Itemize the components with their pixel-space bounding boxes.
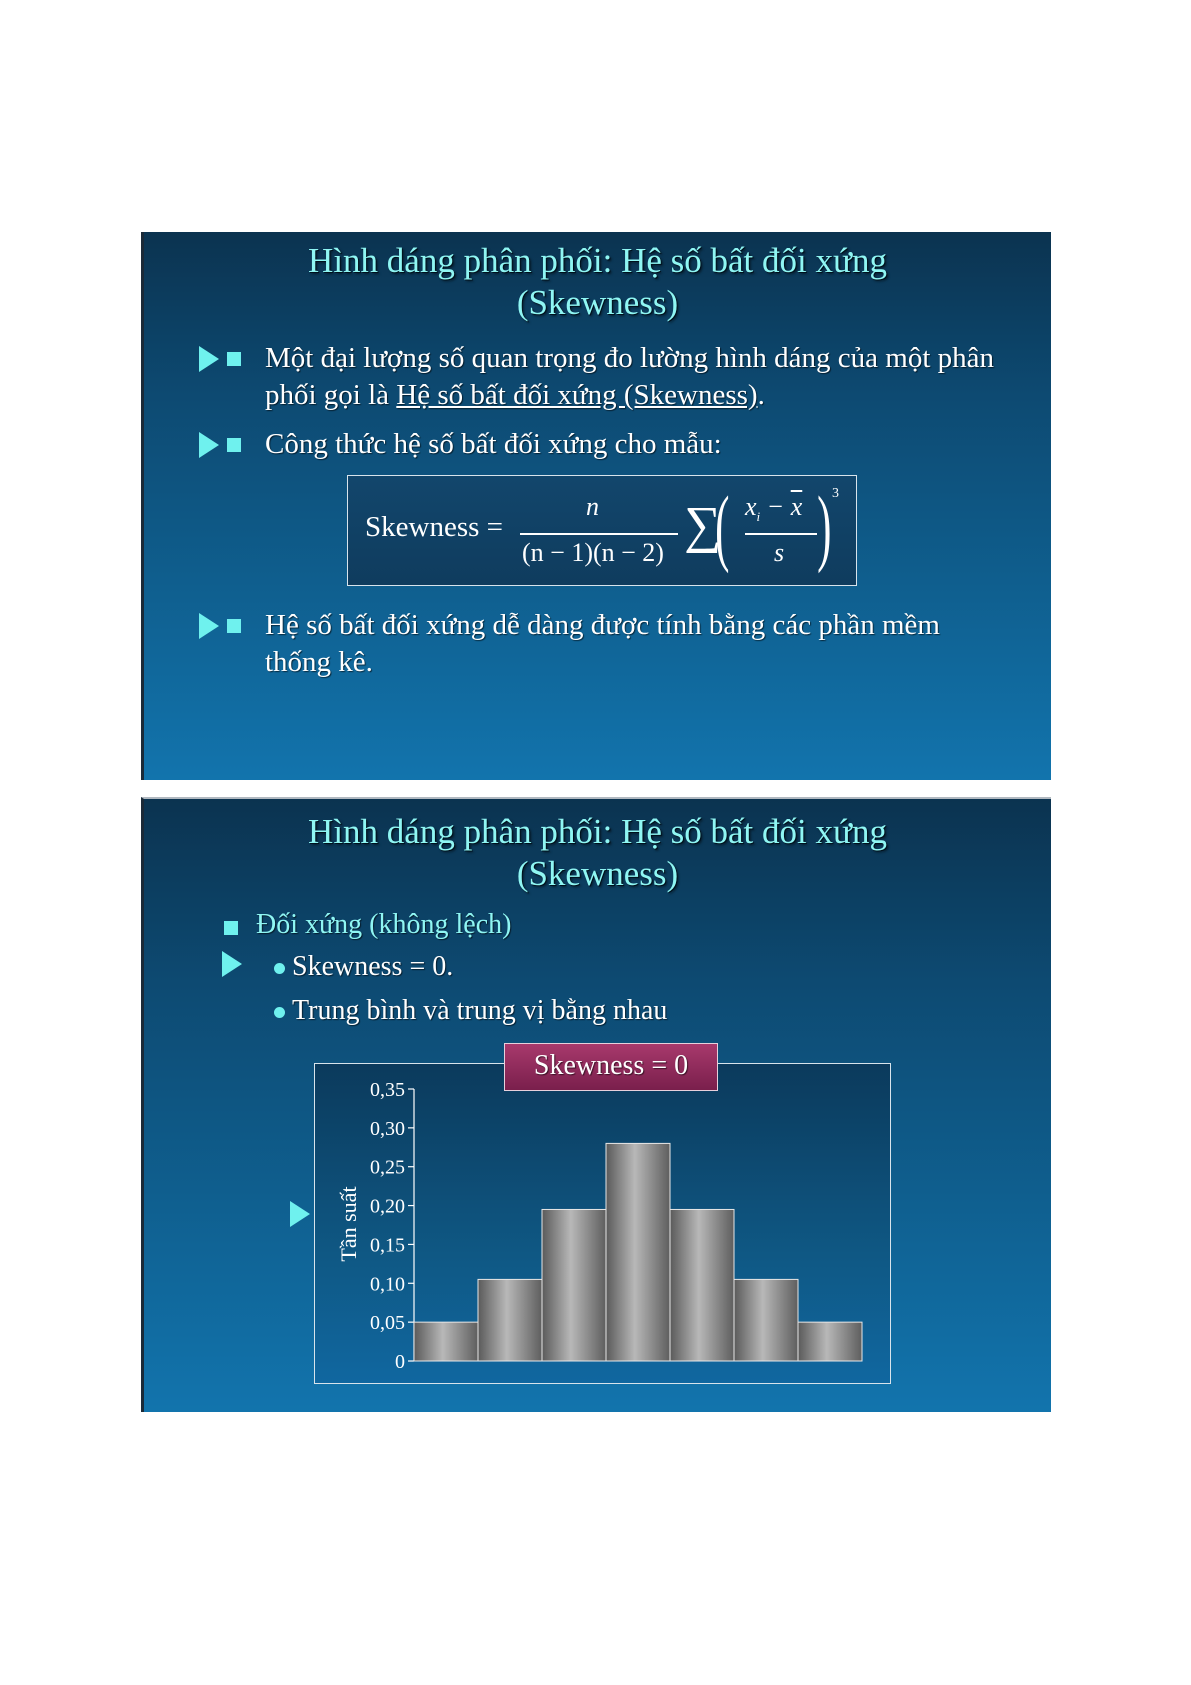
slide-2-title-line-1: Hình dáng phân phối: Hệ số bất đối xứng — [308, 812, 887, 851]
y-tick-label: 0,10 — [370, 1273, 405, 1296]
slide-1-title-line-1: Hình dáng phân phối: Hệ số bất đối xứng — [308, 241, 887, 280]
formula-denominator: (n − 1)(n − 2) — [522, 538, 664, 567]
square-bullet-icon — [227, 352, 241, 366]
bullet-3 — [199, 607, 1011, 685]
bullet-1-text — [265, 340, 1011, 414]
histogram-bar — [734, 1279, 798, 1361]
histogram-bar — [542, 1209, 606, 1361]
inner-xbar: $\overline{x}$ — [790, 492, 803, 521]
skewness-formula — [347, 475, 857, 586]
sub-bullet-1: Skewness = 0. — [292, 951, 454, 982]
histogram-bar — [478, 1279, 542, 1361]
dot-bullet-icon — [274, 963, 285, 974]
right-paren: ) — [817, 478, 832, 574]
bullet-3-text: Hệ số bất đối xứng dễ dàng được tính bằng các phần mềm thống kê. — [265, 609, 940, 678]
formula-lhs: Skewness = — [365, 511, 503, 543]
formula-exponent: 3 — [832, 486, 839, 501]
inner-fraction-line — [745, 533, 817, 535]
y-tick-label: 0,20 — [370, 1195, 405, 1218]
square-bullet-icon — [224, 921, 238, 935]
y-tick-label: 0,15 — [370, 1234, 405, 1257]
left-paren: ( — [715, 478, 730, 574]
inner-sub: i — [756, 509, 761, 525]
heading-symmetric: Đối xứng (không lệch) — [256, 909, 512, 940]
arrow-bullet-icon — [199, 346, 219, 372]
arrow-bullet-icon — [199, 432, 219, 458]
slide-1-title — [144, 240, 1051, 324]
bullet-2 — [199, 426, 1011, 466]
arrow-bullet-icon — [222, 951, 242, 977]
sigma-symbol: ∑ — [684, 497, 722, 554]
inner-x: x — [745, 492, 757, 521]
square-bullet-icon — [227, 438, 241, 452]
formula-inner-denominator: s — [774, 538, 785, 567]
y-axis-label: Tần suất — [336, 1186, 361, 1262]
bullet-1-text-part: Một đại lượng số quan trọng đo lường hình dáng của một phân phối gọi là — [265, 342, 995, 411]
histogram-chart-frame — [314, 1063, 891, 1384]
dot-bullet-icon — [274, 1007, 285, 1018]
bullet-2-text: Công thức hệ số bất đối xứng cho mẫu: — [265, 428, 722, 460]
slide-2-title — [144, 811, 1051, 895]
y-tick-label: 0,05 — [370, 1312, 405, 1335]
sub-bullet-2: Trung bình và trung vị bằng nhau — [292, 995, 668, 1026]
histogram-bar — [798, 1322, 862, 1361]
arrow-bullet-icon — [199, 613, 219, 639]
y-tick-label: 0 — [395, 1351, 405, 1373]
histogram-chart — [315, 1064, 889, 1382]
bullet-1-term: Hệ số bất đối xứng (Skewness) — [396, 379, 758, 411]
square-bullet-icon — [227, 619, 241, 633]
formula-numerator: n — [586, 492, 599, 521]
y-tick-label: 0,35 — [370, 1079, 405, 1101]
histogram-bar — [414, 1322, 478, 1361]
slide-2-title-line-2: (Skewness) — [516, 854, 679, 893]
histogram-bar — [670, 1209, 734, 1361]
slide-1 — [141, 232, 1051, 780]
inner-minus: − — [760, 492, 791, 521]
fraction-line — [520, 533, 678, 535]
chart-title-label: Skewness = 0 — [504, 1043, 718, 1091]
slide-1-title-line-2: (Skewness) — [516, 283, 679, 322]
histogram-bar — [606, 1143, 670, 1361]
slide-2 — [141, 797, 1051, 1412]
bullet-1 — [199, 340, 1011, 418]
y-tick-label: 0,25 — [370, 1156, 405, 1179]
bullet-1-end: . — [757, 379, 765, 411]
arrow-bullet-icon — [290, 1201, 310, 1227]
formula-inner-numerator — [745, 492, 802, 525]
y-tick-label: 0,30 — [370, 1117, 405, 1140]
